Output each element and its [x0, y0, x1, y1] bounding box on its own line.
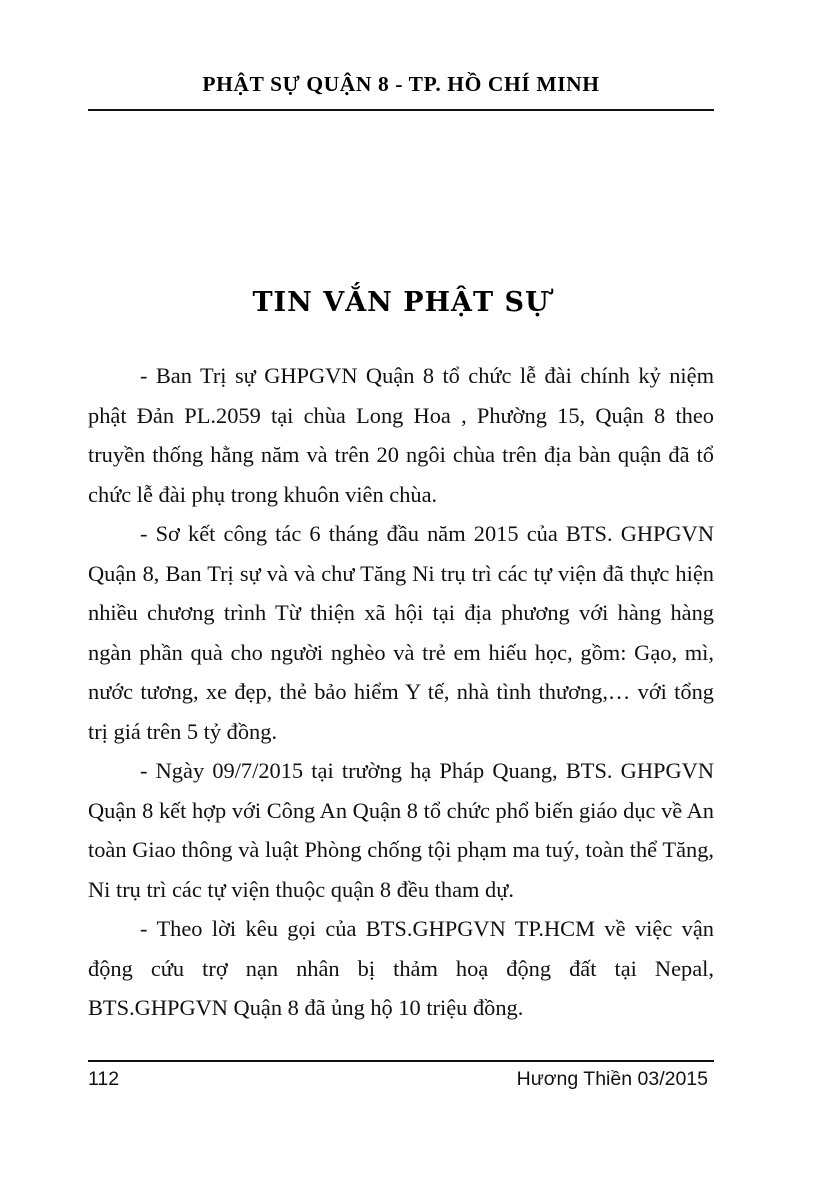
footer-divider: [88, 1060, 714, 1062]
paragraph: - Ban Trị sự GHPGVN Quận 8 tổ chức lễ đài chính kỷ niệm phật Đản PL.2059 tại chùa Long Hoa , Phường 15, Quận 8 theo truyền thống hằng năm và trên 20 ngôi chùa trên địa bàn quận đã tổ chức lễ đài phụ trong khuôn viên chùa.: [88, 363, 714, 507]
article-body: [88, 356, 714, 1028]
header-divider: [88, 109, 714, 111]
paragraph: - Sơ kết công tác 6 tháng đầu năm 2015 của BTS. GHPGVN Quận 8, Ban Trị sự và và chư Tăng Ni trụ trì các tự viện đã thực hiện nhiều chương trình Từ thiện xã hội tại địa phương với hàng hàng ngàn phần quà cho người nghèo và trẻ em hiếu học, gồm: Gạo, mì, nước tương, xe đẹp, thẻ bảo hiểm Y tế, nhà tình thương,… với tổng trị giá trên 5 tỷ đồng.: [88, 521, 714, 744]
page-title: TIN VẮN PHẬT SỰ: [252, 287, 550, 318]
page-footer: [88, 1068, 714, 1091]
paragraph: - Ngày 09/7/2015 tại trường hạ Pháp Quang, BTS. GHPGVN Quận 8 kết hợp với Công An Quận 8 tổ chức phổ biến giáo dục về An toàn Giao thông và luật Phòng chống tội phạm ma tuý, toàn thể Tăng, Ni trụ trì các tự viện thuộc quận 8 đều tham dự.: [88, 758, 714, 902]
paragraph: - Theo lời kêu gọi của BTS.GHPGVN TP.HCM về việc vận động cứu trợ nạn nhân bị thảm hoạ động đất tại Nepal, BTS.GHPGVN Quận 8 đã ủng hộ 10 triệu đồng.: [88, 916, 714, 1020]
page-number: 112: [88, 1068, 120, 1090]
running-head: PHẬT SỰ QUẬN 8 - TP. HỒ CHÍ MINH: [202, 72, 600, 96]
page-content: [88, 72, 714, 1028]
footer-source: Hương Thiền 03/2015: [516, 1068, 708, 1090]
